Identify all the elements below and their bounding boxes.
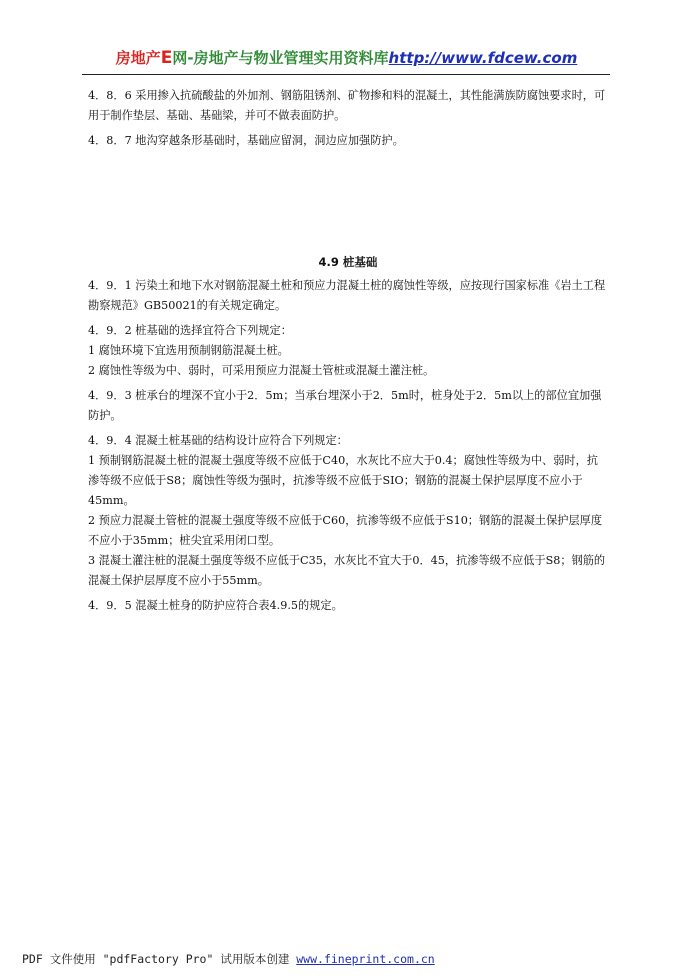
clause-4-9-4-item-1: 1 预制钢筋混凝土桩的混凝土强度等级不应低于C40，水灰比不应大于0.4；腐蚀性等级为中、弱时，抗渗等级不应低于S8；腐蚀性等级为强时，抗渗等级不应低于SIO；钢筋的混凝土保护层厚度不应小于45mm。: [88, 454, 598, 507]
header-divider: [82, 74, 610, 75]
clause-4-9-4-item-3: 3 混凝土灌注桩的混凝土强度等级不应低于C35，水灰比不宜大于0．45，抗渗等级不应低于S8；钢筋的混凝土保护层厚度不应小于55mm。: [88, 554, 606, 587]
clause-4-9-5: 4．9．5 混凝土桩身的防护应符合表4.9.5的规定。: [88, 599, 343, 612]
clause-4-9-3: 4．9．3 桩承台的埋深不宜小于2．5m；当承台埋深小于2．5m时，桩身处于2．5m以上的部位宜加强防护。: [88, 389, 602, 422]
clause-4-9-4-item-2: 2 预应力混凝土管桩的混凝土强度等级不应低于C60，抗渗等级不应低于S10；钢筋的混凝土保护层厚度不应小于35mm；桩尖宜采用闭口型。: [88, 514, 603, 547]
footer-link[interactable]: www.fineprint.com.cn: [296, 952, 435, 966]
header-url-link[interactable]: http://www.fdcew.com: [388, 49, 578, 67]
clause-4-9-1: 4．9．1 污染土和地下水对钢筋混凝土桩和预应力混凝土桩的腐蚀性等级，应按现行国家标准《岩土工程勘察规范》GB50021的有关规定确定。: [88, 279, 606, 312]
header-subtitle: 网-房地产与物业管理实用资料库: [172, 49, 389, 67]
clause-4-9-2-item-1: 1 腐蚀环境下宜选用预制钢筋混凝土桩。: [88, 344, 289, 357]
header-brand-e: E: [160, 48, 173, 68]
clause-4-8-7: 4．8．7 地沟穿越条形基础时，基础应留洞，洞边应加强防护。: [88, 134, 404, 147]
clause-4-9-4: 4．9．4 混凝土桩基础的结构设计应符合下列规定：: [88, 434, 348, 447]
document-body: [88, 86, 608, 616]
section-heading: 4.9 桩基础: [318, 255, 378, 269]
page-header: [0, 47, 693, 68]
page-footer: [22, 951, 435, 967]
header-brand: 房地产: [115, 49, 161, 67]
clause-4-8-6: 4．8．6 采用掺入抗硫酸盐的外加剂、钢筋阻锈剂、矿物掺和料的混凝土，其性能满族防腐蚀要求时，可用于制作垫层、基础、基础梁，并可不做表面防护。: [88, 89, 606, 122]
footer-text: PDF 文件使用 "pdfFactory Pro" 试用版本创建: [22, 952, 297, 966]
clause-4-9-2: 4．9．2 桩基础的选择宜符合下列规定：: [88, 324, 292, 337]
clause-4-9-2-item-2: 2 腐蚀性等级为中、弱时，可采用预应力混凝土管桩或混凝土灌注桩。: [88, 364, 435, 377]
